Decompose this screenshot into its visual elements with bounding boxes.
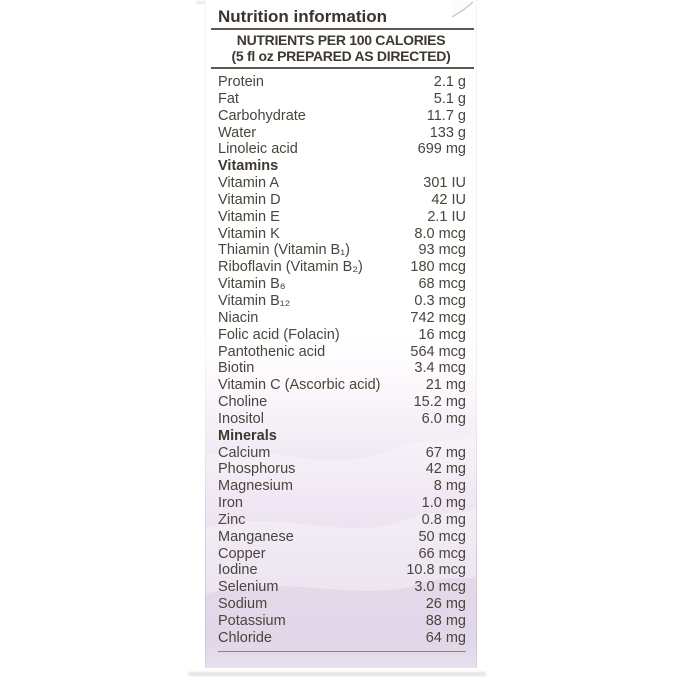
nutrient-value: 2.1 g [433, 74, 466, 90]
nutrient-label: Calcium [218, 444, 271, 461]
nutrient-label: Vitamin B₁₂ [218, 292, 291, 309]
nutrient-value: 699 mg [417, 141, 466, 158]
nutrient-row [218, 478, 466, 495]
nutrient-value: 3.0 mcg [414, 579, 466, 596]
nutrient-label: Thiamin (Vitamin B₁) [218, 242, 350, 259]
nutrient-label: Water [218, 124, 257, 141]
nutrient-value: 10.8 mcg [406, 562, 466, 579]
nutrient-row [218, 579, 466, 596]
nutrient-value: 6.0 mg [421, 410, 466, 427]
nutrient-label: Vitamin E [218, 208, 280, 225]
nutrient-row [218, 310, 466, 327]
nutrient-label: Manganese [218, 528, 294, 545]
nutrient-row [218, 276, 466, 293]
nutrient-value: 0.3 mcg [414, 292, 466, 309]
nutrient-row [218, 411, 466, 428]
nutrient-value: 180 mcg [410, 259, 466, 276]
nutrient-value: 301 IU [423, 175, 466, 192]
panel-title: Nutrition information [218, 7, 388, 26]
nutrient-value: 5.1 g [433, 90, 466, 107]
nutrient-value: 42 mg [425, 461, 466, 478]
nutrient-row [218, 630, 466, 647]
nutrient-row [218, 360, 466, 377]
nutrient-label: Vitamin C (Ascorbic acid) [218, 377, 381, 394]
nutrient-row [218, 259, 466, 276]
nutrient-label: Selenium [218, 579, 279, 596]
nutrient-row [218, 74, 466, 91]
nutrient-value: 26 mg [425, 596, 466, 613]
nutrient-row [218, 293, 466, 310]
nutrient-label: Pantothenic acid [218, 343, 326, 360]
nutrient-row [218, 242, 466, 259]
nutrient-row [218, 141, 466, 158]
nutrient-value: 50 mcg [418, 528, 466, 545]
nutrient-label: Zinc [218, 511, 246, 528]
nutrient-label: Biotin [218, 360, 255, 377]
nutrient-label: Potassium [218, 613, 286, 629]
nutrient-row [218, 175, 466, 192]
subtitle-line-1: NUTRIENTS PER 100 CALORIES [236, 32, 446, 48]
nutrient-value: 66 mcg [418, 545, 466, 562]
nutrient-label: Vitamin D [218, 191, 281, 208]
subtitle-line-2: (5 fl oz PREPARED AS DIRECTED) [231, 47, 451, 64]
corner-curl-icon [452, 0, 476, 18]
nutrient-label: Chloride [218, 629, 272, 646]
section-header-vitamins: Vitamins [218, 158, 279, 175]
nutrient-label: Carbohydrate [218, 107, 306, 124]
nutrient-row [218, 377, 466, 394]
nutrient-value: 21 mg [425, 377, 466, 394]
nutrient-value: 42 IU [431, 191, 466, 208]
nutrient-row [218, 512, 466, 529]
nutrient-row [218, 394, 466, 411]
nutrient-label: Inositol [218, 410, 264, 427]
nutrient-row [218, 344, 466, 361]
nutrient-value: 93 mcg [418, 242, 466, 259]
nutrient-label: Folic acid (Folacin) [218, 326, 340, 343]
nutrient-value: 11.7 g [426, 107, 466, 124]
nutrient-label: Linoleic acid [218, 141, 298, 158]
divider-bottom [218, 651, 466, 652]
nutrition-panel [205, 0, 477, 668]
nutrient-label: Vitamin A [218, 175, 279, 192]
nutrient-row [218, 192, 466, 209]
nutrient-value: 16 mcg [418, 326, 466, 343]
nutrient-value: 1.0 mg [421, 495, 466, 512]
nutrient-value: 564 mcg [410, 343, 466, 360]
panel-subtitle [206, 33, 476, 64]
nutrient-row [218, 327, 466, 344]
nutrient-label: Fat [218, 90, 239, 107]
photo-artifact-bottom [188, 672, 486, 676]
nutrient-row [218, 209, 466, 226]
nutrient-row [218, 562, 466, 579]
nutrient-row [218, 596, 466, 613]
nutrient-label: Magnesium [218, 478, 293, 495]
nutrient-value: 67 mg [425, 444, 466, 461]
nutrient-label: Riboflavin (Vitamin B₂) [218, 259, 363, 276]
nutrient-value: 742 mcg [410, 309, 466, 326]
nutrient-row [218, 613, 466, 630]
nutrient-label: Iron [218, 495, 243, 512]
nutrient-label: Vitamin B₆ [218, 276, 286, 293]
nutrient-value: 15.2 mg [413, 394, 466, 411]
nutrient-value: 133 g [429, 124, 466, 141]
nutrient-label: Choline [218, 394, 268, 411]
nutrient-row [218, 461, 466, 478]
divider-subtitle [211, 67, 474, 69]
nutrient-row [218, 445, 466, 462]
nutrient-row [218, 495, 466, 512]
nutrient-value: 64 mg [425, 629, 466, 646]
nutrient-value: 8 mg [433, 478, 466, 495]
divider-top [211, 28, 474, 30]
nutrient-row [218, 529, 466, 546]
section-header-minerals: Minerals [218, 427, 277, 444]
nutrient-row [218, 108, 466, 125]
nutrient-value: 88 mg [425, 613, 466, 629]
nutrient-table [206, 74, 476, 647]
nutrient-label: Iodine [218, 562, 258, 579]
nutrient-label: Vitamin K [218, 225, 280, 242]
nutrient-row [218, 91, 466, 108]
nutrient-label: Copper [218, 545, 266, 562]
nutrient-value: 8.0 mcg [414, 225, 466, 242]
nutrient-row [218, 125, 466, 142]
nutrient-label: Phosphorus [218, 461, 296, 478]
nutrient-label: Protein [218, 74, 264, 90]
nutrient-value: 3.4 mcg [414, 360, 466, 377]
nutrient-value: 0.8 mg [421, 511, 466, 528]
nutrient-label: Niacin [218, 309, 259, 326]
nutrient-row [218, 226, 466, 243]
nutrient-label: Sodium [218, 596, 268, 613]
nutrient-row [218, 546, 466, 563]
nutrient-value: 2.1 IU [427, 208, 466, 225]
nutrient-value: 68 mcg [418, 276, 466, 293]
